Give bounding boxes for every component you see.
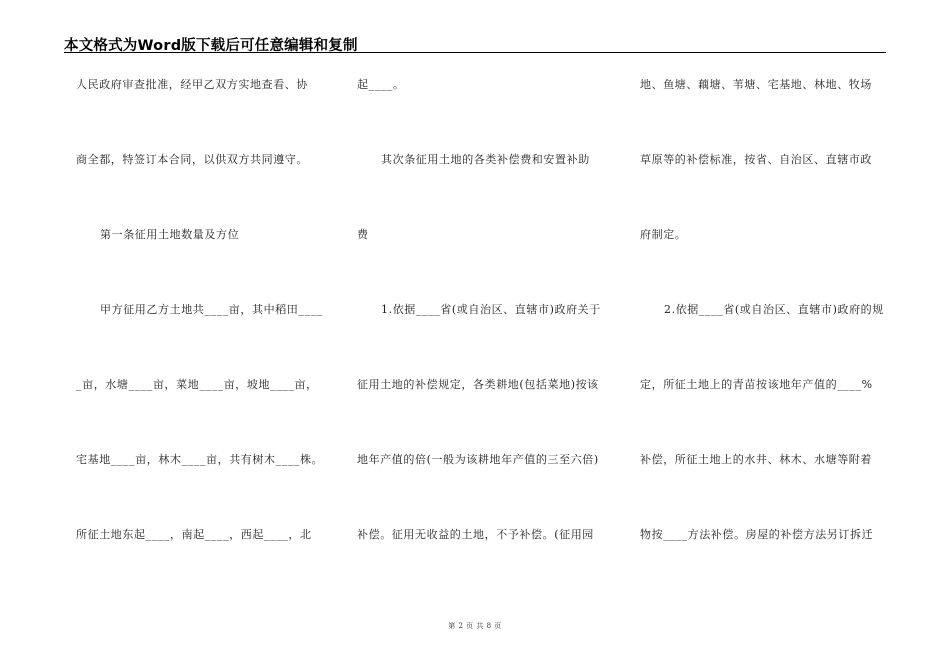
article-heading: 第一条征用土地数量及方位: [100, 228, 240, 241]
page-number: 第 2 页 共 8 页: [448, 622, 502, 630]
text-line: 草原等的补偿标准，按省、自治区、直辖市政: [640, 153, 872, 166]
text-line: 定，所征土地上的青苗按该地年产值的____%: [640, 378, 873, 391]
text-line: 补偿。征用无收益的土地，不予补偿。(征用园: [357, 528, 594, 541]
text-line: 费: [357, 228, 369, 241]
document-header-title: 本文格式为Word版下载后可任意编辑和复制: [64, 38, 358, 54]
article-heading: 其次条征用土地的各类补偿费和安置补助: [381, 153, 590, 166]
text-line: 2.依据____省(或自治区、直辖市)政府的规: [664, 303, 884, 316]
text-line: 起____。: [357, 78, 405, 91]
text-line: _亩，水塘____亩，菜地____亩，坡地____亩，: [76, 378, 318, 391]
text-line: 所征土地东起____，南起____，西起____，北: [76, 528, 312, 541]
text-line: 地、鱼塘、藕塘、苇塘、宅基地、林地、牧场: [640, 78, 872, 91]
text-line: 物按____方法补偿。房屋的补偿方法另订拆迁: [640, 528, 874, 541]
text-line: 府制定。: [640, 228, 687, 241]
text-line: 宅基地____亩，林木____亩，共有树木____株。: [76, 453, 324, 466]
text-line: 地年产值的倍(一般为该耕地年产值的三至六倍): [357, 453, 599, 466]
text-line: 补偿，所征土地上的水井、林木、水塘等附着: [640, 453, 872, 466]
text-line: 人民政府审查批准，经甲乙双方实地查看、协: [76, 78, 308, 91]
text-line: 征用土地的补偿规定，各类耕地(包括菜地)按该: [357, 378, 599, 391]
text-line: 1.依据____省(或自治区、直辖市)政府关于: [381, 303, 601, 316]
text-line: 商全都，特签订本合同，以供双方共同遵守。: [76, 153, 308, 166]
text-line: 甲方征用乙方土地共____亩，其中稻田____: [100, 303, 323, 316]
header-divider: [64, 52, 886, 53]
